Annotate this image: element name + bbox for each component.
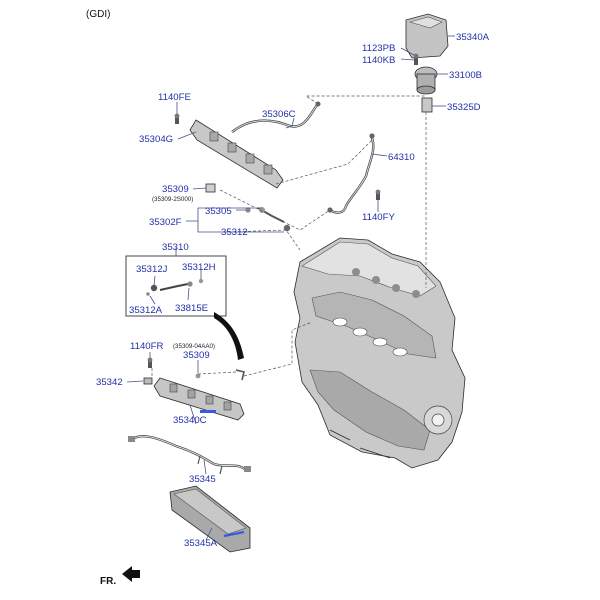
- label-35309-upper: 35309: [162, 184, 189, 195]
- connector-35342: [144, 378, 152, 384]
- label-1140FE: 1140FE: [158, 92, 191, 103]
- engine-block: [294, 238, 465, 468]
- label-35309-lower: 35309: [183, 350, 210, 361]
- label-33815E: 33815E: [175, 303, 209, 314]
- label-1123PB: 1123PB: [362, 43, 396, 54]
- label-1140FR: 1140FR: [130, 341, 164, 352]
- label-35304G: 35304G: [139, 134, 174, 145]
- label-35306C: 35306C: [262, 109, 296, 120]
- front-marker-label: FR.: [100, 576, 117, 587]
- label-1140KB: 1140KB: [362, 55, 396, 66]
- lower-rail-35340C: [154, 378, 244, 420]
- label-35305: 35305: [205, 206, 232, 217]
- label-35312H: 35312H: [182, 262, 216, 273]
- highlight-stripe: [200, 410, 216, 413]
- fuel-pipe-64310: [327, 133, 374, 212]
- label-35345A: 35345A: [184, 538, 218, 549]
- variant-label: (GDI): [86, 9, 111, 20]
- label-35312J: 35312J: [136, 264, 168, 275]
- label-64310: 64310: [388, 152, 415, 163]
- callout-wedge: [214, 312, 244, 360]
- label-35345: 35345: [189, 474, 216, 485]
- label-35309-upper-sub: (35309-2S000): [152, 196, 194, 203]
- label-35342: 35342: [96, 377, 123, 388]
- tappet-35325D: [422, 98, 432, 112]
- pump-cover-35340A: [406, 14, 448, 58]
- label-33100B: 33100B: [449, 70, 483, 81]
- label-1140FY: 1140FY: [362, 212, 395, 223]
- bolt-1140FE: [175, 114, 180, 124]
- bolt-1140KB: [414, 54, 419, 65]
- fuel-pump-33100B: [415, 67, 437, 94]
- label-35302F: 35302F: [149, 217, 182, 228]
- label-35340C: 35340C: [173, 415, 207, 426]
- front-arrow-icon: [122, 566, 140, 582]
- label-35312: 35312: [221, 227, 248, 238]
- label-35325D: 35325D: [447, 102, 481, 113]
- label-35340A: 35340A: [456, 32, 490, 43]
- label-35310: 35310: [162, 242, 189, 253]
- bolt-1140FR: [148, 358, 153, 368]
- label-35309-lower-sub: (35309-04AA0): [173, 343, 215, 350]
- harness-35345: [128, 436, 251, 474]
- bracket-35309-upper: [206, 184, 215, 192]
- bolt-1140FY: [376, 190, 381, 200]
- bracket-35309-lower: [196, 370, 244, 380]
- label-35312A: 35312A: [129, 305, 163, 316]
